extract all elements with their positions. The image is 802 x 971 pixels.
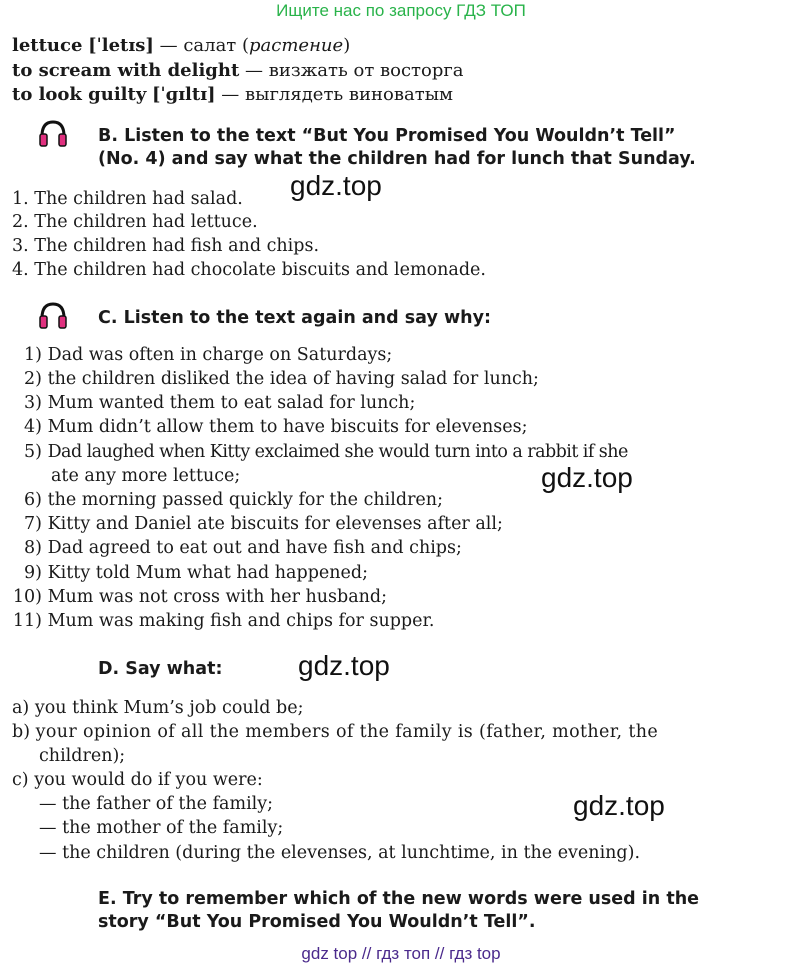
vocab-entry — [12, 83, 453, 107]
vocab-dash: — — [245, 60, 264, 81]
task-e-heading — [98, 888, 699, 934]
item-text: The children had salad. — [34, 189, 243, 209]
item-number: 2. — [12, 212, 29, 232]
task-b-line: B. Listen to the text “But You Promised You Wouldn’t Tell” — [98, 126, 676, 146]
vocab-entry: lettuce [ˈletɪs] — салат (растение) — [12, 35, 351, 56]
vocab-dash: — — [221, 84, 240, 105]
vocab-note: растение — [249, 35, 344, 56]
item-number: 3. — [12, 236, 29, 256]
task-b-heading — [98, 125, 696, 171]
item-text: your opinion of all the members of the family is (father, mother, the — [35, 722, 659, 742]
headphones-icon — [38, 300, 68, 330]
item-text: Mum was making fish and chips for supper. — [47, 611, 435, 631]
watermark: gdz.top — [573, 790, 665, 821]
item-text: you think Mum’s job could be; — [34, 698, 304, 718]
list-item — [12, 234, 319, 258]
item-number: 1. — [12, 189, 29, 209]
task-e-line: E. Try to remember which of the new words were used in the — [98, 889, 700, 909]
item-text: the morning passed quickly for the children; — [47, 490, 443, 510]
item-text: The children had lettuce. — [34, 212, 258, 232]
list-item — [12, 391, 415, 415]
list-item — [12, 768, 263, 792]
vocab-entry — [12, 59, 464, 83]
list-item — [12, 512, 503, 536]
item-number: 11) — [12, 611, 42, 631]
list-item — [12, 536, 462, 560]
sub-item: — the father of the family; — [39, 794, 274, 814]
item-text: Kitty told Mum what had happened; — [47, 563, 368, 583]
footer-links[interactable]: gdz top // гдз топ // гдз top — [301, 944, 501, 963]
task-b-line: (No. 4) and say what the children had for lunch that Sunday. — [98, 149, 696, 169]
vocab-dash: — — [159, 35, 178, 56]
item-text: you would do if you were: — [34, 770, 263, 790]
list-item — [12, 187, 243, 211]
list-item-continuation: children); — [39, 746, 126, 766]
item-text: Mum wanted them to eat salad for lunch; — [47, 393, 416, 413]
item-number: 6) — [24, 490, 42, 510]
item-number: a) — [12, 698, 30, 718]
item-text: Mum didn’t allow them to have biscuits for elevenses; — [47, 417, 528, 437]
item-number: 4. — [12, 260, 29, 280]
list-item — [12, 561, 368, 585]
item-number: 1) — [24, 345, 42, 365]
vocab-translation: визжать от восторга — [268, 60, 464, 81]
item-number: c) — [12, 770, 29, 790]
item-text: Mum was not cross with her husband; — [47, 587, 388, 607]
list-item — [12, 696, 303, 720]
sub-item: — the mother of the family; — [39, 818, 284, 838]
item-number: b) — [12, 722, 31, 742]
headphones-icon — [38, 118, 68, 148]
vocab-transcription: [ˈɡɪltɪ] — [152, 84, 216, 105]
item-text: Kitty and Daniel ate biscuits for elevenses after all; — [47, 514, 503, 534]
item-number: 9) — [24, 563, 42, 583]
vocab-translation: салат — [183, 35, 237, 56]
list-item — [12, 440, 628, 464]
vocab-word: to scream with delight — [12, 60, 240, 81]
watermark: gdz.top — [290, 170, 382, 201]
list-item — [12, 367, 539, 391]
watermark: gdz.top — [541, 462, 633, 493]
item-number: 5) — [24, 442, 42, 462]
task-d-heading: D. Say what: — [98, 659, 223, 679]
list-item — [12, 609, 434, 633]
item-text: The children had fish and chips. — [34, 236, 320, 256]
list-item — [12, 258, 486, 282]
item-number: 2) — [24, 369, 42, 389]
list-item — [12, 488, 443, 512]
task-e-line: story “But You Promised You Wouldn’t Tell”. — [98, 912, 536, 932]
task-c-heading: C. Listen to the text again and say why: — [98, 308, 491, 328]
item-text: the children disliked the idea of having salad for lunch; — [47, 369, 539, 389]
vocab-word: lettuce — [12, 35, 83, 56]
item-number: 7) — [24, 514, 42, 534]
vocab-translation: выглядеть виноватым — [245, 84, 454, 105]
list-item — [12, 415, 528, 439]
list-item-continuation: ate any more lettuce; — [51, 466, 241, 486]
item-text: Dad was often in charge on Saturdays; — [47, 345, 393, 365]
item-text: Dad agreed to eat out and have fish and chips; — [47, 538, 462, 558]
vocab-transcription: [ˈletɪs] — [88, 35, 154, 56]
watermark: gdz.top — [298, 650, 390, 681]
vocab-word: to look guilty — [12, 84, 147, 105]
list-item — [12, 585, 387, 609]
list-item — [12, 210, 258, 234]
item-number: 4) — [24, 417, 42, 437]
item-text: Dad laughed when Kitty exclaimed she would turn into a rabbit if she — [47, 442, 628, 462]
sub-item: — the children (during the elevenses, at lunchtime, in the evening). — [39, 843, 641, 863]
item-text: The children had chocolate biscuits and lemonade. — [34, 260, 486, 280]
list-item — [12, 720, 658, 744]
item-number: 8) — [24, 538, 42, 558]
list-item — [12, 343, 392, 367]
item-number: 3) — [24, 393, 42, 413]
item-number: 10) — [12, 587, 42, 607]
top-banner[interactable]: Ищите нас по запросу ГДЗ ТОП — [276, 1, 526, 20]
